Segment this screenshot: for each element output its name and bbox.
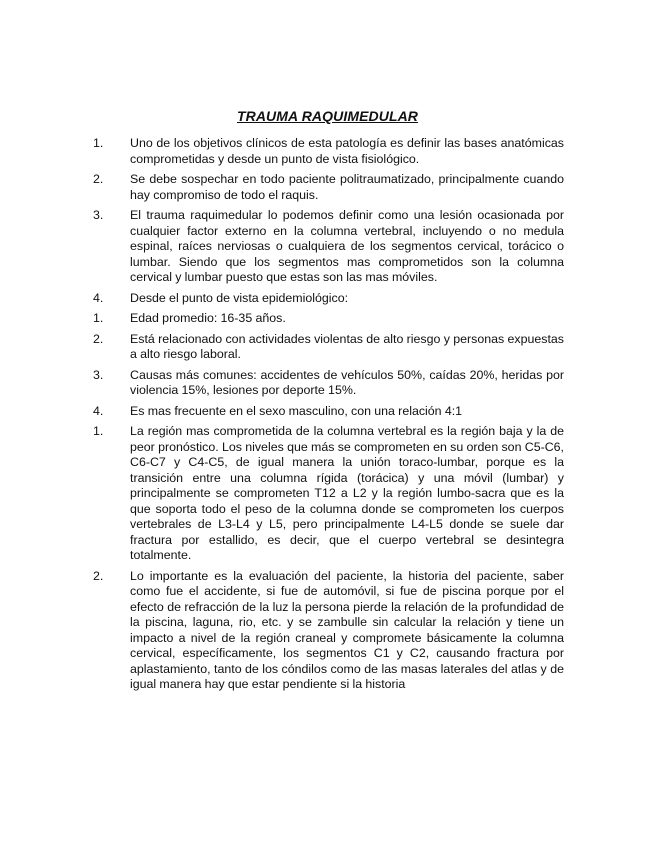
list-item — [93, 368, 564, 399]
list-item-text: La región mas comprometida de la columna vertebral es la región baja y la de peor pronóstico. Los niveles que más se comprometen en su orden son C5-C6, C6-C7 y C4-C5, de igual manera la unión toraco-lumbar, porque es la transición entre una columna rígida (torácica) y una móvil (lumbar) y principalmente se comprometen T12 a L2 y la región lumbo-sacra que es la que soporta todo el peso de la columna donde se comprometen los cuerpos vertebrales de L3-L4 y L5, pero principalmente L4-L5 donde se suele dar fractura por estallido, es decir, que el cuerpo vertebral se desintegra totalmente. — [130, 424, 564, 562]
list-item-text: Uno de los objetivos clínicos de esta patología es definir las bases anatómicas comprometidas y desde un punto de vista fisiológico. — [130, 136, 564, 166]
list-item — [93, 291, 564, 307]
list-item-text: El trauma raquimedular lo podemos definir como una lesión ocasionada por cualquier factor externo en la columna vertebral, incluyendo o no medula espinal, raíces nerviosas o cualquiera de los segmentos cervical, torácico o lumbar. Siendo que los segmentos mas comprometidos son la columna cervical y lumbar puesto que estas son las mas móviles. — [130, 208, 564, 284]
list-item-number: 4. — [93, 290, 104, 305]
list-item — [93, 172, 564, 203]
list-item — [93, 136, 564, 167]
list-item-number: 2. — [93, 331, 104, 346]
list-item-text: Desde el punto de vista epidemiológico: — [130, 290, 349, 305]
list-item — [93, 332, 564, 363]
list-item-text: Es mas frecuente en el sexo masculino, con una relación 4:1 — [130, 403, 463, 418]
list-item-text: Causas más comunes: accidentes de vehículos 50%, caídas 20%, heridas por violencia 15%, lesiones por deporte 15%. — [130, 367, 564, 397]
list-item — [93, 569, 564, 693]
list-item-number: 3. — [93, 367, 104, 382]
list-item-number: 2. — [93, 172, 104, 186]
list-item-text: Lo importante es la evaluación del paciente, la historia del paciente, saber como fue el accidente, si fue de automóvil, si fue de piscina porque por el efecto de refracción de la luz la persona pierde la relación de la profundidad de la piscina, laguna, rio, etc. y se zambulle sin calcular la relación y tiene un impacto a nivel de la región craneal y compromete básicamente la columna cervical, específicamente, los segmentos C1 y C2, causando fractura por aplastamiento, tanto de los cóndilos como de las masas laterales del atlas y de igual manera hay que estar pendiente si la historia — [130, 568, 564, 691]
list-item-number: 3. — [93, 208, 104, 222]
numbered-list — [93, 136, 564, 698]
document-title: TRAUMA RAQUIMEDULAR — [236, 108, 419, 124]
list-item-number: 2. — [93, 568, 104, 583]
list-item-number: 1. — [93, 136, 104, 150]
list-item — [93, 404, 564, 420]
list-item-number: 1. — [93, 424, 104, 438]
list-item-text: Edad promedio: 16-35 años. — [130, 311, 286, 325]
list-item — [93, 311, 564, 327]
list-item — [93, 208, 564, 286]
list-item-number: 4. — [93, 403, 104, 418]
list-item — [93, 424, 564, 564]
list-item-number: 1. — [93, 311, 104, 325]
list-item-text: Se debe sospechar en todo paciente politraumatizado, principalmente cuando hay compromiso de todo el raquis. — [130, 172, 564, 202]
list-item-text: Está relacionado con actividades violentas de alto riesgo y personas expuestas a alto riesgo laboral. — [130, 331, 564, 361]
